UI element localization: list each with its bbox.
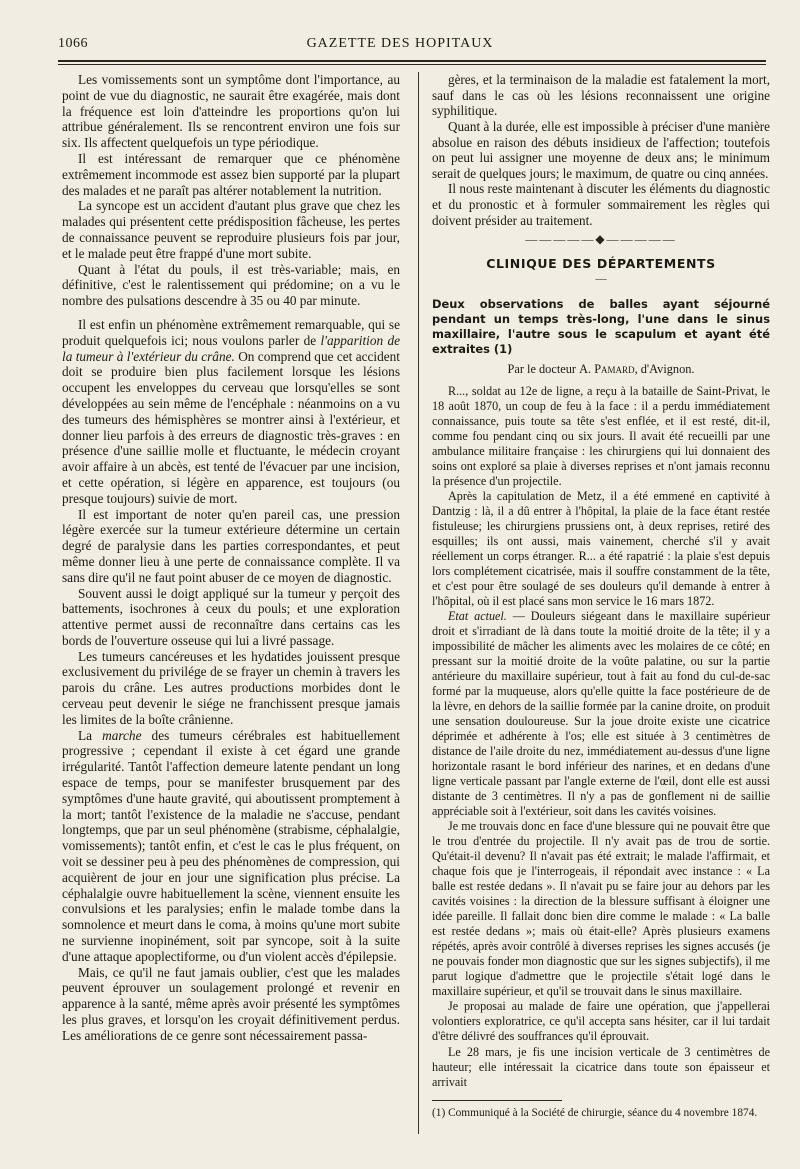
left-column — [62, 72, 400, 1044]
section-heading: CLINIQUE DES DÉPARTEMENTS — [486, 255, 716, 271]
paragraph: Etat actuel. — Douleurs siégeant dans le maxillaire supérieur droit et s'irradiant de là dans toute la moitié droite de la tête; il y a impossibilité de mâcher les aliments avec les molaires de ce côté; en pressant sur la moitié droite de la voûte palatine, ou sur la partie antérieure du maxillaire supérieur, tout à fait au fond du cul-de-sac formé par la muqueuse, alors qu'elle quitte la face postérieure de de la lèvre, en dehors de la saillie formée par la canine droite, on produit une sensation douloureuse. Sur la joue droite existe une cicatrice déprimée et adhérente à l'os; elle est située à 3 centimètres de distance de l'aile droite du nez, immédiatement au-dessus d'une ligne horizontale rasant le bord inférieur des narines, et en dedans d'une ligne verticale passant par l'angle externe de l'œil, dont elle est aussi distante de 3 centimètres. Il n'y a pas de gonflement ni de saillie appréciable soit à l'extérieur, soit dans les cavités voisines. — [432, 609, 771, 819]
paragraph: Il est important de noter qu'en pareil cas, une pression légère exercée sur la tumeur extérieure détermine un certain degré de paralysie dans les parties correspondantes, et peut même donner lieu à une perte de connaissance complète. Il va sans dire qu'il ne faut point abuser de ce moyen de diagnostic. — [62, 506, 400, 585]
page-number: 1066 — [58, 36, 88, 51]
paragraph: gères, et la terminaison de la maladie est fatalement la mort, sauf dans le cas où les lésions reconnaissent une origine syphilitique. — [432, 72, 770, 119]
paragraph: Le 28 mars, je fis une incision verticale de 3 centimètres de hauteur; elle intéressait la cicatrice dans toute son épaisseur et arrivait — [432, 1044, 770, 1089]
section-ornament: —————◆————— — [525, 232, 677, 247]
emphasis: l'apparition de la tumeur à l'extérieur du crâne. — [62, 332, 400, 364]
footnote: (1) Communiqué à la Société de chirurgie, séance du 4 novembre 1874. — [432, 1106, 758, 1119]
footnote-rule — [432, 1100, 562, 1101]
paragraph: Quant à l'état du pouls, il est très-variable; mais, en définitive, c'est le ralentissement qui prédomine; on a vu le nombre des pulsations descendre à 35 ou 40 par minute. — [62, 261, 400, 309]
emphasis: marche — [102, 727, 142, 743]
right-column — [432, 72, 770, 1120]
header-rule — [58, 60, 766, 65]
paragraph: La marche des tumeurs cérébrales est habituellement progressive ; cependant il existe à cet égard une grande irrégularité. Tantôt l'affection demeure latente pendant un long espace de temps, pour se manifester brusquement par des symptômes d'une haute gravité, qui aboutissent promptement à la mort; tantôt l'existence de la maladie ne s'accuse, pendant longtemps, que par un seul phénomène (strabisme, céphalalgie, vomissements); tantôt enfin, et c'est le cas le plus fréquent, on voit se dessiner peu à peu des phénomènes de compression, qui acquièrent de jour en jour une signification plus précise. La céphalalgie ouvre habituellement la scène, viennent ensuite les convulsions et les paralysies; enfin le malade tombe dans la somnolence et meurt dans le coma, à moins qu'une mort subite ne survienne inopinément, soit par syncope, soit à la suite d'une attaque apoplectiforme, ou d'un violent accès d'épilepsie. — [62, 727, 400, 964]
paragraph: Après la capitulation de Metz, il a été emmené en captivité à Dantzig : là, il a dû entrer à l'hôpital, la plaie de la face étant restée fistuleuse; les chirurgiens prussiens ont, à deux reprises, retiré des esquilles; ils ont aussi, mais vainement, cherché s'il y avait réellement un corps étranger. R... a été rapatrié : la plaie s'est depuis lors complétement cicatrisée, mais il souffre constamment de la tête, et c'est pour être soulagé de ses douleurs qu'il demande à entrer à l'hôpital, où il est placé sans mon service le 16 mars 1872. — [432, 488, 770, 609]
emphasis: Etat actuel. — [448, 609, 507, 624]
paragraph: La syncope est un accident d'autant plus grave que chez les malades qui présentent cette prédisposition fâcheuse, les pertes de connaissance peuvent se reproduire plusieurs fois par jour, et le malade peut être frappé d'une mort subite. — [62, 198, 400, 261]
paragraph: Souvent aussi le doigt appliqué sur la tumeur y perçoit des battements, isochrones à ceux du pouls; et une exploration attentive permet aussi de reconnaître dans certains cas les bords de l'ouverture osseuse qui lui a livré passage. — [62, 585, 400, 648]
paragraph: Mais, ce qu'il ne faut jamais oublier, c'est que les malades peuvent éprouver un soulagement prolongé et revenir en apparence à la santé, même après avoir présenté les symptômes les plus graves, et lorsqu'on les croyait définitivement perdus. Les améliorations de ce genre sont nécessairement passa- — [62, 964, 400, 1043]
paragraph: Il est intéressant de remarquer que ce phénomène extrêmement incommode est assez bien supporté par la plupart des malades et ne paraît pas altérer notablement la nutrition. — [62, 150, 400, 198]
column-divider — [418, 72, 419, 1134]
paragraph: Quant à la durée, elle est impossible à préciser d'une manière absolue en raison des débuts insidieux de l'affection; toutefois on peut lui assigner une moyenne de deux ans; le minimum serait de quelques jours; le maximum, de quatre ou cinq années. — [432, 118, 770, 181]
paragraph: Je me trouvais donc en face d'une blessure qui ne pouvait être que le trou d'entrée du projectile. Il n'y avait pas de trou de sortie. Qu'était-il devenu? Il n'avait pas été extrait; le malade l'affirmait, et chaque fois que je l'interrogeais, il répondait avec instance : « La balle est restée dedans ». Il n'avait pu se faire jour au dehors par les cavités voisines : la direction de la blessure suffisant à éloigner une idée pareille. Il fallait donc bien dire comme le malade : « La balle est restée dedans »; mais où était-elle? Après plusieurs examens répétés, après avoir contrôlé à diverses reprises les signes accusés (je ne pouvais fonder mon diagnostic que sur les signes subjectifs), il me parut logique d'admettre que le projectile s'était logé dans le maxillaire supérieur, et qu'il se trouvait dans le sinus maxillaire. — [432, 819, 770, 999]
section-dash: — — [595, 272, 607, 285]
paragraph: Il nous reste maintenant à discuter les éléments du diagnostic et du pronostic et à formuler sommairement les règles qui doivent présider au traitement. — [432, 181, 770, 228]
paragraph: Les vomissements sont un symptôme dont l'importance, au point de vue du diagnostic, ne saurait être exagérée, mais dont la fréquence est loin d'atteindre les proportions qu'on lui attribue généralement. Ils se rencontrent environ une fois sur six. Ils affectent quelquefois un type périodique. — [62, 72, 400, 151]
paragraph: Je proposai au malade de faire une opération, que j'appellerai volontiers exploratrice, ce qu'il accepta sans hésiter, car il lui tardait d'être délivré des souffrances qu'il éprouvait. — [432, 999, 770, 1044]
journal-title: GAZETTE DES HOPITAUX — [306, 36, 494, 51]
paragraph: R..., soldat au 12e de ligne, a reçu à la bataille de Saint-Privat, le 18 août 1870, un coup de feu à la face : il a perdu immédiatement connaissance, puis toute sa tête s'est enflée, et il est resté, dit-il, comme fou pendant cinq ou six jours. Il avait été recueilli par une ambulance militaire française : les chirurgiens qui lui donnaient des soins ont exploré sa plaie à diverses reprises et n'ont jamais reconnu la présence d'un projectile. — [432, 383, 770, 488]
byline: Par le docteur A. Pamard, d'Avignon. — [507, 362, 695, 377]
article-title: Deux observations de balles ayant séjourné pendant un temps très-long, l'une dans le sinus maxillaire, l'autre sous le scapulum et ayant été extraites (1) — [432, 297, 770, 356]
paragraph: Il est enfin un phénomène extrêmement remarquable, qui se produit quelquefois ici; nous voulons parler de l'apparition de la tumeur à l'extérieur du crâne. On comprend que cet accident doit se produire bien plus facilement lorsque les lésions occupent les enveloppes du cerveau que lorsqu'elles se sont développées au sein même de l'encéphale : néanmoins on a vu des tumeurs des hémisphères se montrer ainsi à l'extérieur, et donner lieu parfois à des erreurs de diagnostic très-graves : en présence d'une saillie molle et fluctuante, le médecin croyant avoir affaire à un abcès, est tenté de l'évacuer par une incision, et cette opération, si légère en apparence, est toujours (ou presque toujours) suivie de mort. — [62, 316, 400, 506]
paragraph: Les tumeurs cancéreuses et les hydatides jouissent presque exclusivement du privilége de se frayer un chemin à travers les parois du crâne. Les autres productions morbides dont le cerveau peut devenir le siége ne franchissent presque jamais les limites de la boîte crânienne. — [62, 648, 400, 727]
